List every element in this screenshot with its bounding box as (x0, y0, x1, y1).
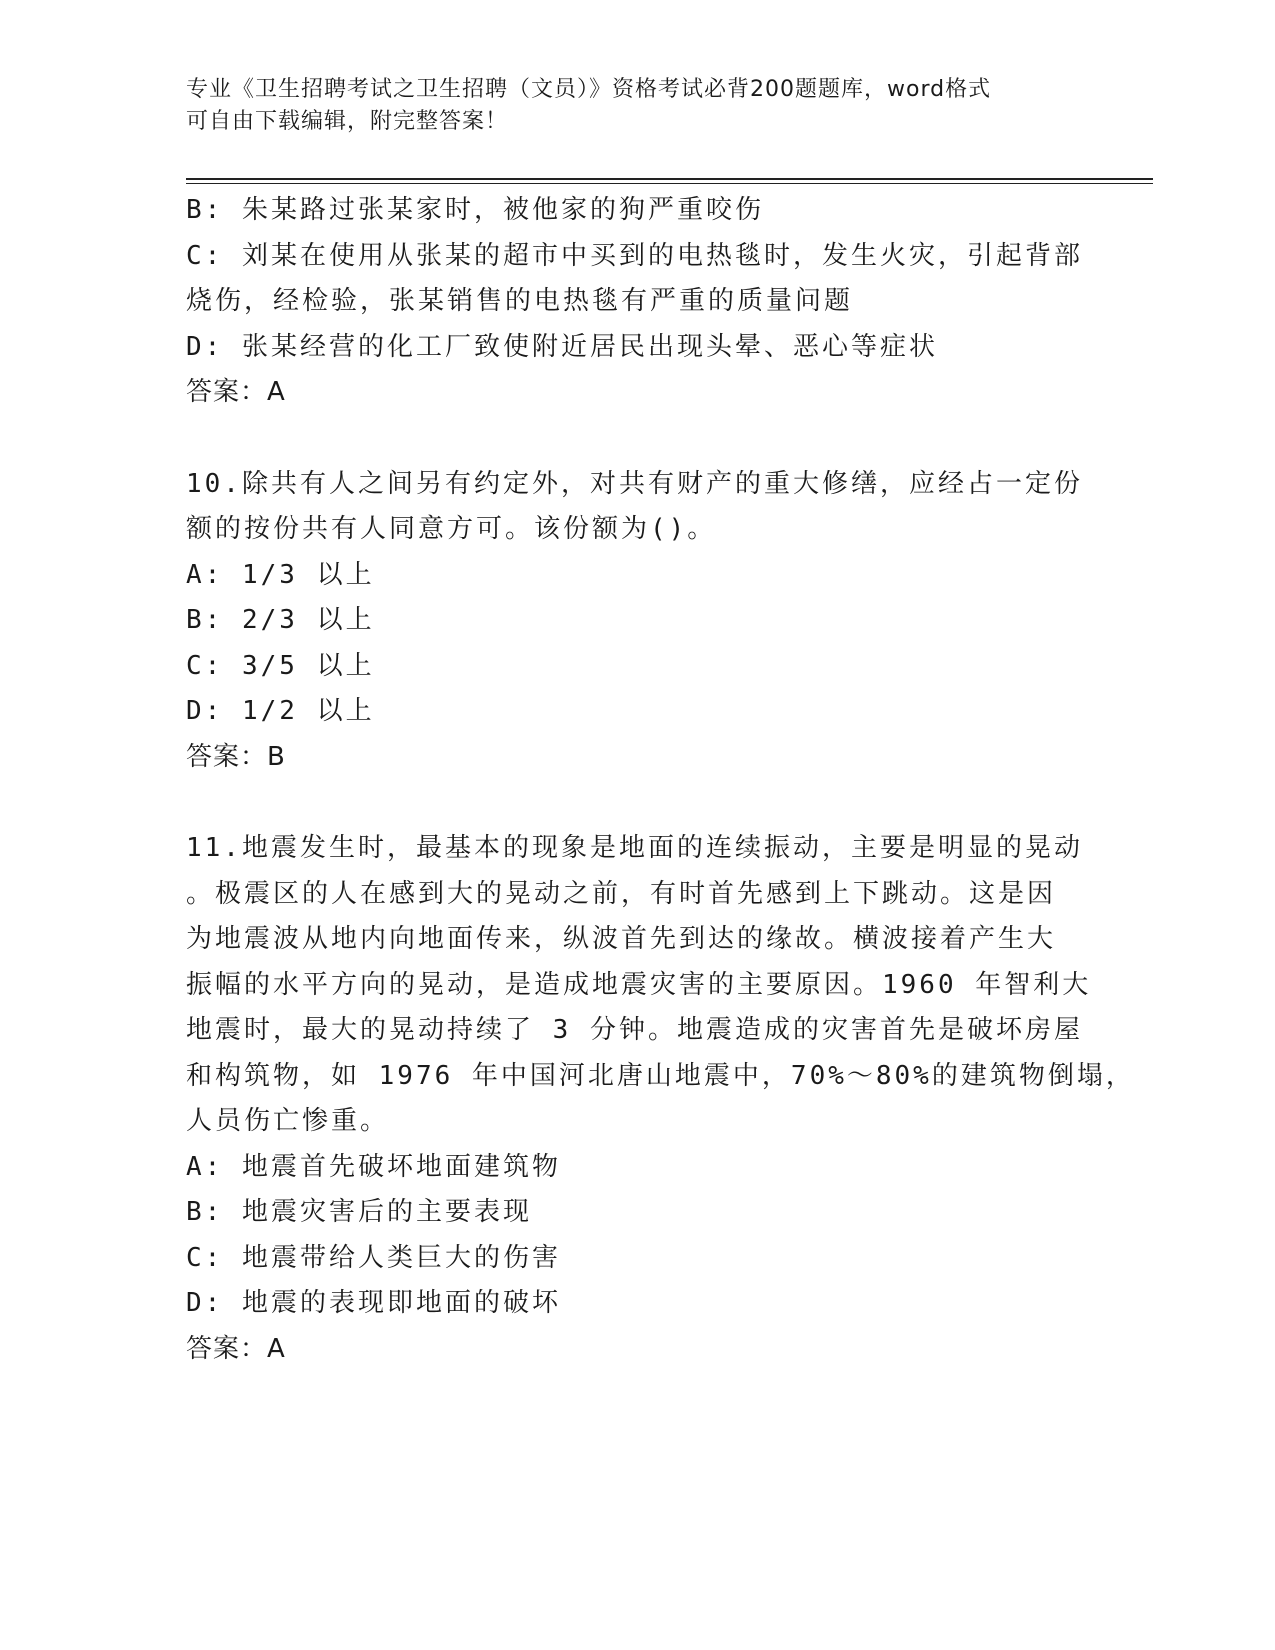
question-11-stem-line-7: 人员伤亡惨重。 (186, 1106, 390, 1136)
question-10-answer: 答案：B (186, 741, 286, 772)
spacer (186, 416, 1086, 462)
question-11-option-a: A: 地震首先破坏地面建筑物 (186, 1151, 561, 1182)
question-9-option-b: B: 朱某路过张某家时，被他家的狗严重咬伤 (186, 195, 764, 225)
question-10-option-a: A: 1/3 以上 (186, 559, 375, 590)
spacer (186, 780, 1086, 826)
question-10-stem-line-2: 额的按份共有人同意方可。该份额为()。 (186, 514, 717, 544)
question-9-continued (186, 188, 1086, 416)
question-11-stem-line-6: 和构筑物，如 1976 年中国河北唐山地震中，70%～80%的建筑物倒塌， (186, 1060, 1135, 1091)
question-9-option-c-line-2: 烧伤，经检验，张某销售的电热毯有严重的质量问题 (186, 286, 854, 316)
header-title-line-1: 专业《卫生招聘考试之卫生招聘（文员）》资格考试必背200题题库，word格式 (186, 77, 992, 102)
question-11-stem-line-4: 振幅的水平方向的晃动，是造成地震灾害的主要原因。1960 年智利大 (186, 969, 1092, 1000)
question-9-answer: 答案：A (186, 377, 286, 407)
question-11 (186, 826, 1135, 1372)
question-11-stem-line-1: 11.地震发生时，最基本的现象是地面的连续振动，主要是明显的晃动 (186, 833, 1083, 863)
question-10-stem-line-1: 10.除共有人之间另有约定外，对共有财产的重大修缮，应经占一定份 (186, 468, 1083, 499)
header-divider-thick (186, 178, 1153, 180)
question-11-option-b: B: 地震灾害后的主要表现 (186, 1197, 532, 1227)
question-10-option-c: C: 3/5 以上 (186, 650, 375, 681)
question-11-option-d: D: 地震的表现即地面的破坏 (186, 1288, 561, 1318)
question-11-stem-line-5: 地震时，最大的晃动持续了 3 分钟。地震造成的灾害首先是破坏房屋 (186, 1015, 1083, 1045)
question-10-option-d: D: 1/2 以上 (186, 696, 375, 726)
document-header (186, 74, 1066, 138)
question-11-stem-line-3: 为地震波从地内向地面传来，纵波首先到达的缘故。横波接着产生大 (186, 924, 1057, 954)
document-body (186, 188, 1135, 1372)
question-10-option-b: B: 2/3 以上 (186, 605, 375, 635)
header-divider-thin (186, 183, 1153, 184)
question-11-option-c: C: 地震带给人类巨大的伤害 (186, 1242, 561, 1273)
question-10 (186, 462, 1086, 781)
question-9-option-d: D: 张某经营的化工厂致使附近居民出现头晕、恶心等症状 (186, 331, 938, 362)
question-9-option-c-line-1: C: 刘某在使用从张某的超市中买到的电热毯时，发生火灾，引起背部 (186, 240, 1083, 271)
question-11-answer: 答案：A (186, 1333, 286, 1364)
header-title-line-2: 可自由下载编辑，附完整答案！ (186, 109, 509, 134)
question-11-stem-line-2: 。极震区的人在感到大的晃动之前，有时首先感到上下跳动。这是因 (186, 878, 1057, 909)
